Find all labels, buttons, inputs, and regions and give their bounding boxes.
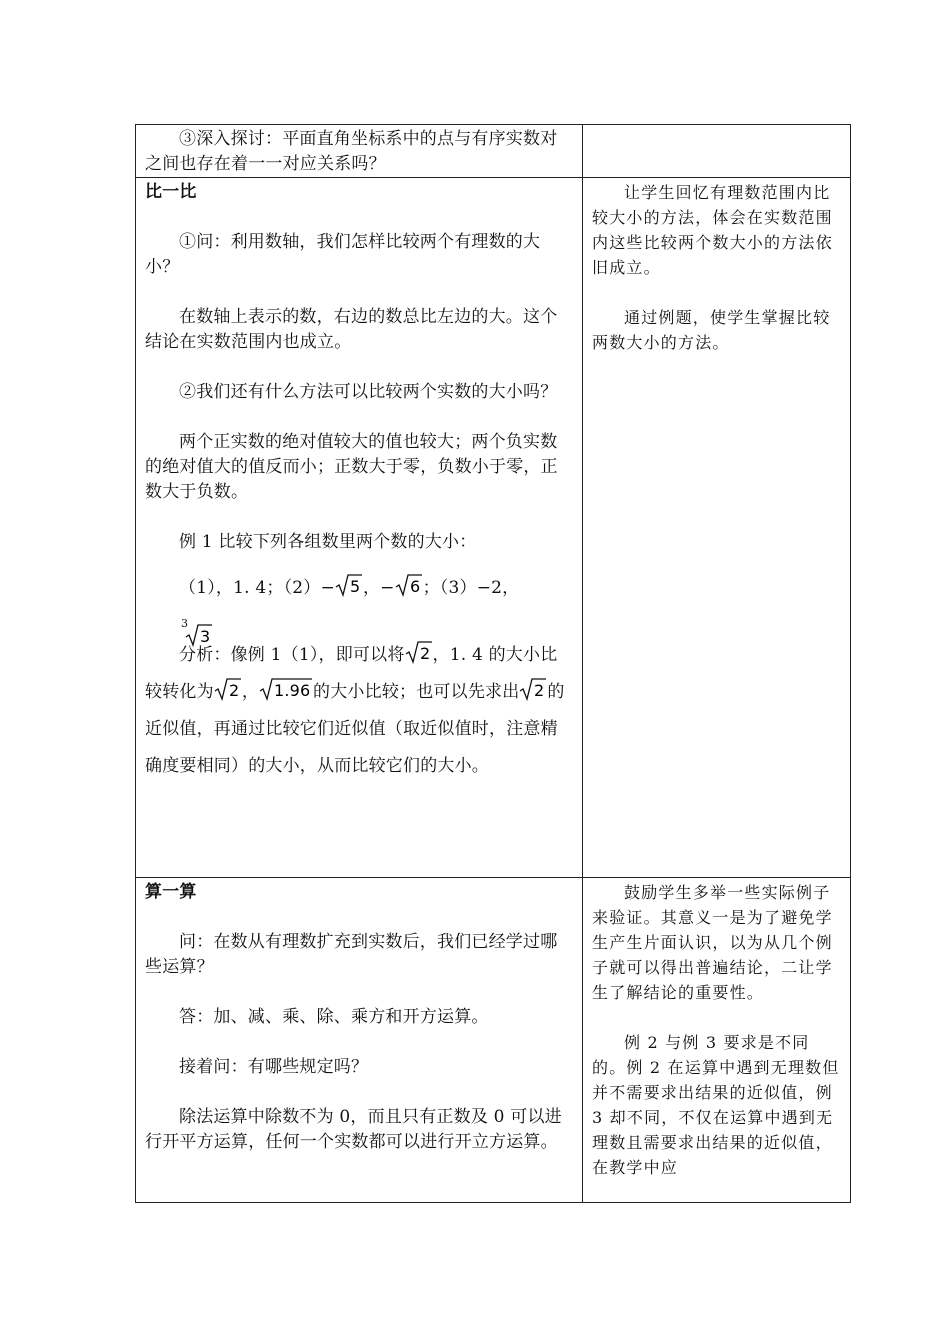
cube-root bbox=[145, 613, 213, 663]
text-run: 的近似值，再通过比较它们近似值（取近似值时，注意精确度要相同）的大小，从而比较它们的大小。 bbox=[145, 682, 565, 776]
example-line bbox=[145, 563, 574, 646]
radicand: 5 bbox=[349, 577, 361, 596]
teaching-note: 鼓励学生多举一些实际例子来验证。其意义一是为了避免学生产生片面认识，以为从几个例子就可以得出普遍结论，二让学生了解结论的重要性。 bbox=[592, 883, 833, 1002]
lesson-plan-table bbox=[135, 124, 851, 1203]
text-run: 的大小比较；也可以先求出 bbox=[313, 682, 520, 702]
section-heading: 比一比 bbox=[145, 182, 197, 202]
section-heading: 算一算 bbox=[145, 882, 197, 902]
paragraph: 接着问：有哪些规定吗？ bbox=[179, 1057, 369, 1077]
table-cell-right bbox=[583, 878, 851, 1203]
radicand: 6 bbox=[409, 577, 420, 596]
table-cell-right bbox=[583, 178, 851, 878]
paragraph: 例 1 比较下列各组数里两个数的大小： bbox=[179, 532, 477, 552]
teaching-note: 通过例题，使学生掌握比较两数大小的方法。 bbox=[592, 308, 831, 352]
example-part: ，− bbox=[362, 578, 395, 598]
teaching-note: 例 2 与例 3 要求是不同的。例 2 在运算中遇到无理数但并不需要求出结果的近似值，例 3 却不同，不仅在运算中遇到无理数且需要求出结果的近似值，在教学中应 bbox=[592, 1033, 840, 1177]
text-run: ， bbox=[241, 682, 260, 702]
text-run: ，1. 4 的大小比较转化为 bbox=[145, 645, 558, 702]
paragraph: ①问：利用数轴，我们怎样比较两个有理数的大小？ bbox=[145, 232, 541, 277]
radicand: 1.96 bbox=[274, 681, 311, 700]
paragraph: ②我们还有什么方法可以比较两个实数的大小吗？ bbox=[179, 382, 558, 402]
square-root bbox=[405, 640, 433, 664]
radicand: 3 bbox=[200, 627, 211, 646]
table-cell-right bbox=[583, 125, 851, 178]
paragraph: 除法运算中除数不为 0，而且只有正数及 0 可以进行开平方运算，任何一个实数都可以进行开立方运算。 bbox=[145, 1107, 562, 1152]
table-cell-left bbox=[136, 878, 583, 1203]
example-part: （2）− bbox=[283, 578, 335, 598]
radicand: 2 bbox=[534, 681, 545, 700]
root-index: 3 bbox=[181, 617, 189, 630]
table-row bbox=[136, 125, 851, 178]
table-row bbox=[136, 178, 851, 878]
table-cell-left bbox=[136, 178, 583, 878]
paragraph: 答：加、减、乘、除、乘方和开方运算。 bbox=[179, 1007, 489, 1027]
square-root bbox=[259, 677, 313, 701]
radicand: 2 bbox=[228, 681, 240, 700]
paragraph: 两个正实数的绝对值较大的值也较大；两个负实数的绝对值大的值反而小；正数大于零，负数小于零，正数大于负数。 bbox=[145, 432, 558, 502]
example-part: ；（3）−2， bbox=[422, 578, 520, 598]
table-cell-left bbox=[136, 125, 583, 178]
paragraph: 在数轴上表示的数，右边的数总比左边的大。这个结论在实数范围内也成立。 bbox=[145, 307, 558, 352]
square-root bbox=[519, 677, 547, 701]
table-row bbox=[136, 878, 851, 1203]
paragraph: ③深入探讨：平面直角坐标系中的点与有序实数对之间也存在着一一对应关系吗？ bbox=[145, 129, 558, 174]
square-root bbox=[395, 573, 423, 597]
text-run: 分析：像例 1（1），即可以将 bbox=[179, 645, 405, 665]
square-root bbox=[214, 677, 242, 701]
radicand: 2 bbox=[419, 644, 430, 663]
square-root bbox=[335, 573, 363, 597]
teaching-note: 让学生回忆有理数范围内比较大小的方法，体会在实数范围内这些比较两个数大小的方法依旧成立。 bbox=[592, 183, 833, 277]
paragraph: 问：在数从有理数扩充到实数后，我们已经学过哪些运算？ bbox=[145, 932, 558, 977]
example-part: （1），1. 4； bbox=[179, 578, 284, 598]
